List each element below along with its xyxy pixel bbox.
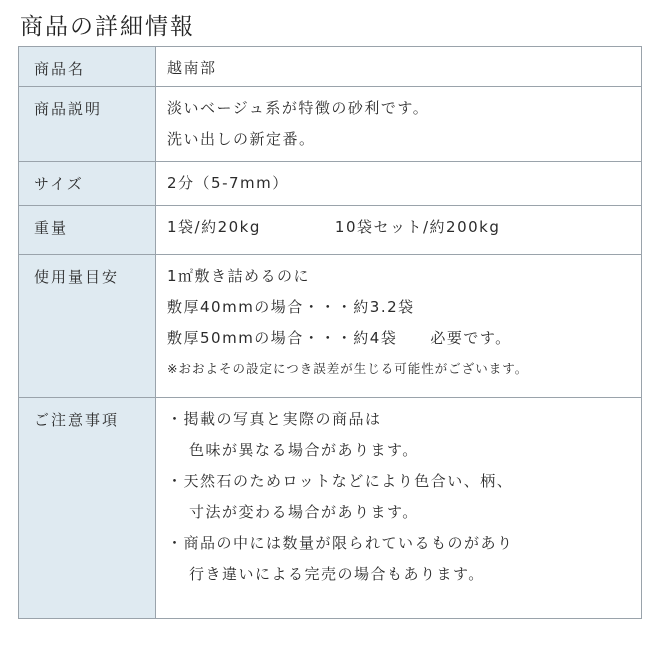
label-usage-guide: 使用量目安	[19, 255, 156, 398]
notes-line: 寸法が変わる場合があります。	[189, 503, 419, 521]
notes-line: ・天然石のためロットなどにより色合い、柄、	[167, 472, 514, 490]
row-size	[19, 162, 642, 206]
value-size	[156, 162, 642, 206]
row-description	[19, 87, 642, 162]
label-size: サイズ	[19, 162, 156, 206]
row-product-name	[19, 47, 642, 87]
usage-note: ※おおよその設定につき誤差が生じる可能性がございます。	[167, 361, 529, 376]
spec-table	[18, 46, 642, 619]
size-text: 2分（5-7mm）	[167, 174, 289, 192]
label-weight: 重量	[19, 206, 156, 255]
notes-line: ・掲載の写真と実際の商品は	[167, 410, 382, 428]
label-product-name: 商品名	[19, 47, 156, 87]
weight-set: 10袋セット/約200kg	[334, 218, 501, 236]
value-description	[156, 87, 642, 162]
value-usage-guide	[156, 255, 642, 398]
usage-line: 敷厚40mmの場合・・・約3.2袋	[167, 298, 415, 316]
value-product-name	[156, 47, 642, 87]
usage-line: 敷厚50mmの場合・・・約4袋 必要です。	[167, 329, 512, 347]
description-line: 淡いベージュ系が特徴の砂利です。	[167, 99, 430, 117]
product-name-text: 越南部	[167, 59, 217, 77]
value-weight	[156, 206, 642, 255]
value-notes	[156, 398, 642, 619]
weight-single: 1袋/約20kg	[167, 218, 261, 236]
row-notes	[19, 398, 642, 619]
usage-line: 1㎡敷き詰めるのに	[167, 267, 311, 285]
row-usage-guide	[19, 255, 642, 398]
label-description: 商品説明	[19, 87, 156, 162]
description-line: 洗い出しの新定番。	[167, 130, 316, 148]
notes-line: ・商品の中には数量が限られているものがあり	[167, 534, 514, 552]
page-title: 商品の詳細情報	[20, 14, 195, 40]
notes-line: 行き違いによる完売の場合もあります。	[189, 565, 485, 583]
row-weight	[19, 206, 642, 255]
label-notes: ご注意事項	[19, 398, 156, 619]
notes-line: 色味が異なる場合があります。	[189, 441, 419, 459]
